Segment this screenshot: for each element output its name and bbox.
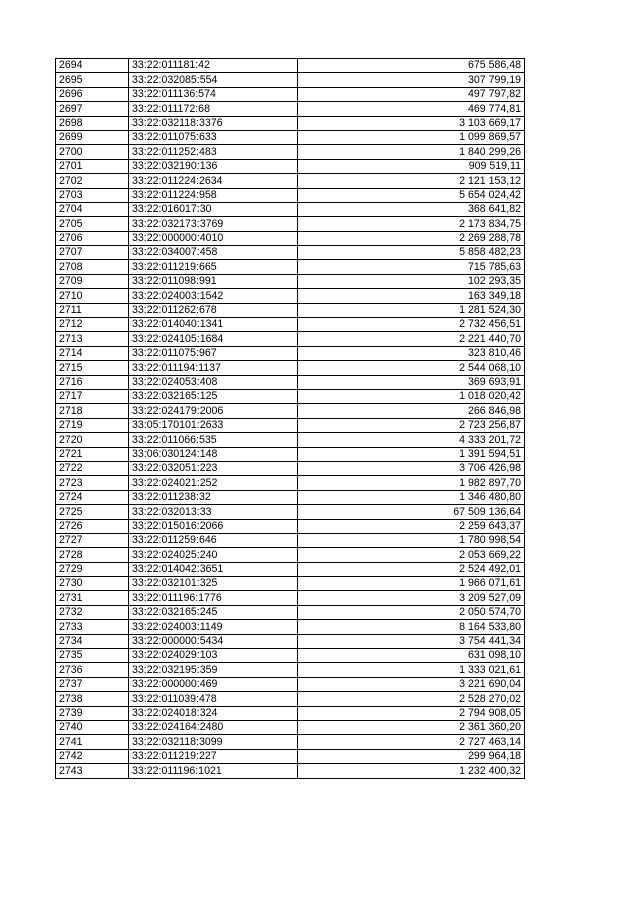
cadastral-value: 1 232 400,32 bbox=[298, 764, 525, 778]
cadastral-value: 2 361 360,20 bbox=[298, 720, 525, 734]
cadastral-value: 1 018 020,42 bbox=[298, 389, 525, 403]
cadastral-value: 715 785,63 bbox=[298, 260, 525, 274]
cadastral-number: 33:22:024029:103 bbox=[129, 649, 298, 663]
cadastral-value: 2 053 669,22 bbox=[298, 548, 525, 562]
cadastral-value: 323 810,46 bbox=[298, 346, 525, 360]
row-number: 2730 bbox=[56, 577, 129, 591]
cadastral-number: 33:22:032013:33 bbox=[129, 505, 298, 519]
cadastral-value: 1 391 594,51 bbox=[298, 447, 525, 461]
row-number: 2737 bbox=[56, 677, 129, 691]
cadastral-value: 2 269 288,78 bbox=[298, 231, 525, 245]
row-number: 2738 bbox=[56, 692, 129, 706]
table-row bbox=[56, 87, 525, 101]
cadastral-value: 299 964,18 bbox=[298, 749, 525, 763]
row-number: 2703 bbox=[56, 188, 129, 202]
row-number: 2705 bbox=[56, 217, 129, 231]
cadastral-value: 163 349,18 bbox=[298, 289, 525, 303]
cadastral-number: 33:22:011075:633 bbox=[129, 130, 298, 144]
row-number: 2711 bbox=[56, 303, 129, 317]
cadastral-number: 33:22:014042:3651 bbox=[129, 562, 298, 576]
cadastral-number: 33:22:032190:136 bbox=[129, 159, 298, 173]
table-row bbox=[56, 202, 525, 216]
row-number: 2716 bbox=[56, 375, 129, 389]
table-row bbox=[56, 303, 525, 317]
table-row bbox=[56, 73, 525, 87]
row-number: 2696 bbox=[56, 87, 129, 101]
cadastral-number: 33:22:011259:646 bbox=[129, 533, 298, 547]
table-row bbox=[56, 389, 525, 403]
cadastral-number: 33:22:011075:967 bbox=[129, 346, 298, 360]
row-number: 2724 bbox=[56, 490, 129, 504]
row-number: 2710 bbox=[56, 289, 129, 303]
row-number: 2728 bbox=[56, 548, 129, 562]
row-number: 2714 bbox=[56, 346, 129, 360]
cadastral-number: 33:22:011262:678 bbox=[129, 303, 298, 317]
cadastral-number: 33:22:032165:125 bbox=[129, 389, 298, 403]
cadastral-number: 33:22:024164:2480 bbox=[129, 720, 298, 734]
row-number: 2719 bbox=[56, 418, 129, 432]
table-row bbox=[56, 246, 525, 260]
cadastral-value: 2 050 574,70 bbox=[298, 605, 525, 619]
cadastral-value: 1 346 480,80 bbox=[298, 490, 525, 504]
table-body bbox=[56, 59, 525, 779]
cadastral-number: 33:22:015016:2066 bbox=[129, 519, 298, 533]
cadastral-value: 3 706 426,98 bbox=[298, 461, 525, 475]
row-number: 2736 bbox=[56, 663, 129, 677]
table-row bbox=[56, 620, 525, 634]
table-row bbox=[56, 375, 525, 389]
row-number: 2706 bbox=[56, 231, 129, 245]
cadastral-number: 33:22:024105:1684 bbox=[129, 332, 298, 346]
cadastral-value: 2 544 068,10 bbox=[298, 361, 525, 375]
table-row bbox=[56, 490, 525, 504]
row-number: 2700 bbox=[56, 145, 129, 159]
table-row bbox=[56, 332, 525, 346]
row-number: 2713 bbox=[56, 332, 129, 346]
cadastral-value: 3 103 669,17 bbox=[298, 116, 525, 130]
cadastral-value: 469 774,81 bbox=[298, 102, 525, 116]
row-number: 2720 bbox=[56, 433, 129, 447]
table-row bbox=[56, 231, 525, 245]
cadastral-number: 33:22:011196:1021 bbox=[129, 764, 298, 778]
table-row bbox=[56, 677, 525, 691]
cadastral-value: 4 333 201,72 bbox=[298, 433, 525, 447]
table-row bbox=[56, 476, 525, 490]
table-row bbox=[56, 274, 525, 288]
cadastral-number: 33:22:032051:223 bbox=[129, 461, 298, 475]
table-row bbox=[56, 649, 525, 663]
cadastral-number: 33:22:032165:245 bbox=[129, 605, 298, 619]
row-number: 2698 bbox=[56, 116, 129, 130]
cadastral-value: 2 723 256,87 bbox=[298, 418, 525, 432]
table-row bbox=[56, 764, 525, 778]
table-row bbox=[56, 577, 525, 591]
cadastral-number: 33:22:011172:68 bbox=[129, 102, 298, 116]
table-row bbox=[56, 418, 525, 432]
table-row bbox=[56, 102, 525, 116]
cadastral-number: 33:22:032085:554 bbox=[129, 73, 298, 87]
cadastral-number: 33:22:011224:2634 bbox=[129, 174, 298, 188]
cadastral-value: 1 099 869,57 bbox=[298, 130, 525, 144]
table-row bbox=[56, 749, 525, 763]
row-number: 2743 bbox=[56, 764, 129, 778]
table-row bbox=[56, 361, 525, 375]
cadastral-number: 33:22:032118:3376 bbox=[129, 116, 298, 130]
cadastral-value: 102 293,35 bbox=[298, 274, 525, 288]
table-row bbox=[56, 145, 525, 159]
cadastral-number: 33:22:000000:469 bbox=[129, 677, 298, 691]
cadastral-number: 33:22:000000:4010 bbox=[129, 231, 298, 245]
row-number: 2725 bbox=[56, 505, 129, 519]
cadastral-number: 33:22:011136:574 bbox=[129, 87, 298, 101]
cadastral-value: 909 519,11 bbox=[298, 159, 525, 173]
cadastral-number: 33:22:011224:958 bbox=[129, 188, 298, 202]
cadastral-value: 2 524 492,01 bbox=[298, 562, 525, 576]
cadastral-value: 2 794 908,05 bbox=[298, 706, 525, 720]
row-number: 2702 bbox=[56, 174, 129, 188]
table-row bbox=[56, 548, 525, 562]
cadastral-number: 33:22:024179:2006 bbox=[129, 404, 298, 418]
cadastral-number: 33:22:032101:325 bbox=[129, 577, 298, 591]
cadastral-value: 369 693,91 bbox=[298, 375, 525, 389]
table-row bbox=[56, 59, 525, 73]
row-number: 2723 bbox=[56, 476, 129, 490]
row-number: 2708 bbox=[56, 260, 129, 274]
row-number: 2741 bbox=[56, 735, 129, 749]
cadastral-number: 33:22:011039:478 bbox=[129, 692, 298, 706]
row-number: 2704 bbox=[56, 202, 129, 216]
table-row bbox=[56, 116, 525, 130]
table-row bbox=[56, 706, 525, 720]
cadastral-value: 2 528 270,02 bbox=[298, 692, 525, 706]
cadastral-number: 33:22:014040:1341 bbox=[129, 318, 298, 332]
cadastral-value: 3 754 441,34 bbox=[298, 634, 525, 648]
cadastral-value: 5 654 024,42 bbox=[298, 188, 525, 202]
row-number: 2733 bbox=[56, 620, 129, 634]
row-number: 2717 bbox=[56, 389, 129, 403]
row-number: 2739 bbox=[56, 706, 129, 720]
table-row bbox=[56, 447, 525, 461]
table-row bbox=[56, 720, 525, 734]
cadastral-value: 497 797,82 bbox=[298, 87, 525, 101]
row-number: 2742 bbox=[56, 749, 129, 763]
table-row bbox=[56, 605, 525, 619]
cadastral-value: 266 846,98 bbox=[298, 404, 525, 418]
table-row bbox=[56, 562, 525, 576]
row-number: 2697 bbox=[56, 102, 129, 116]
cadastral-number: 33:22:024025:240 bbox=[129, 548, 298, 562]
table-row bbox=[56, 159, 525, 173]
cadastral-value: 307 799,19 bbox=[298, 73, 525, 87]
table-row bbox=[56, 346, 525, 360]
row-number: 2707 bbox=[56, 246, 129, 260]
table-row bbox=[56, 519, 525, 533]
cadastral-number: 33:22:011219:227 bbox=[129, 749, 298, 763]
cadastral-value: 631 098,10 bbox=[298, 649, 525, 663]
cadastral-number: 33:22:011066:535 bbox=[129, 433, 298, 447]
cadastral-value: 1 982 897,70 bbox=[298, 476, 525, 490]
cadastral-value: 1 780 998,54 bbox=[298, 533, 525, 547]
row-number: 2699 bbox=[56, 130, 129, 144]
cadastral-value: 1 840 299,26 bbox=[298, 145, 525, 159]
row-number: 2701 bbox=[56, 159, 129, 173]
cadastral-value: 2 173 834,75 bbox=[298, 217, 525, 231]
row-number: 2726 bbox=[56, 519, 129, 533]
table-row bbox=[56, 533, 525, 547]
row-number: 2695 bbox=[56, 73, 129, 87]
row-number: 2709 bbox=[56, 274, 129, 288]
table-row bbox=[56, 217, 525, 231]
row-number: 2729 bbox=[56, 562, 129, 576]
table-row bbox=[56, 289, 525, 303]
table-row bbox=[56, 130, 525, 144]
cadastral-number: 33:22:032195:359 bbox=[129, 663, 298, 677]
cadastral-value: 675 586,48 bbox=[298, 59, 525, 73]
table-row bbox=[56, 591, 525, 605]
row-number: 2732 bbox=[56, 605, 129, 619]
cadastral-number: 33:22:011238:32 bbox=[129, 490, 298, 504]
cadastral-number: 33:22:011194:1137 bbox=[129, 361, 298, 375]
table-row bbox=[56, 735, 525, 749]
cadastral-number: 33:22:034007:458 bbox=[129, 246, 298, 260]
table-row bbox=[56, 404, 525, 418]
row-number: 2740 bbox=[56, 720, 129, 734]
table-row bbox=[56, 634, 525, 648]
cadastral-value: 368 641,82 bbox=[298, 202, 525, 216]
cadastral-value: 1 966 071,61 bbox=[298, 577, 525, 591]
cadastral-value: 2 121 153,12 bbox=[298, 174, 525, 188]
cadastral-value: 67 509 136,64 bbox=[298, 505, 525, 519]
cadastral-value: 2 221 440,70 bbox=[298, 332, 525, 346]
row-number: 2718 bbox=[56, 404, 129, 418]
cadastral-number: 33:22:024003:1542 bbox=[129, 289, 298, 303]
cadastral-number: 33:22:011196:1776 bbox=[129, 591, 298, 605]
row-number: 2712 bbox=[56, 318, 129, 332]
cadastral-value: 2 727 463,14 bbox=[298, 735, 525, 749]
cadastral-number: 33:06:030124:148 bbox=[129, 447, 298, 461]
row-number: 2715 bbox=[56, 361, 129, 375]
table-row bbox=[56, 692, 525, 706]
cadastral-number: 33:22:016017:30 bbox=[129, 202, 298, 216]
row-number: 2721 bbox=[56, 447, 129, 461]
cadastral-number: 33:22:024003:1149 bbox=[129, 620, 298, 634]
cadastral-value-table bbox=[55, 58, 525, 779]
cadastral-value: 1 333 021,61 bbox=[298, 663, 525, 677]
table-row bbox=[56, 663, 525, 677]
row-number: 2735 bbox=[56, 649, 129, 663]
row-number: 2722 bbox=[56, 461, 129, 475]
cadastral-value: 2 732 456,51 bbox=[298, 318, 525, 332]
cadastral-number: 33:22:024018:324 bbox=[129, 706, 298, 720]
cadastral-number: 33:22:000000:5434 bbox=[129, 634, 298, 648]
cadastral-value: 3 221 690,04 bbox=[298, 677, 525, 691]
cadastral-value: 8 164 533,80 bbox=[298, 620, 525, 634]
table-row bbox=[56, 433, 525, 447]
cadastral-value: 2 259 643,37 bbox=[298, 519, 525, 533]
cadastral-number: 33:05:170101:2633 bbox=[129, 418, 298, 432]
cadastral-number: 33:22:011098:991 bbox=[129, 274, 298, 288]
cadastral-value: 5 858 482,23 bbox=[298, 246, 525, 260]
cadastral-value: 1 281 524,30 bbox=[298, 303, 525, 317]
table-row bbox=[56, 188, 525, 202]
table-row bbox=[56, 174, 525, 188]
cadastral-number: 33:22:032173:3769 bbox=[129, 217, 298, 231]
table-row bbox=[56, 318, 525, 332]
cadastral-number: 33:22:024053:408 bbox=[129, 375, 298, 389]
cadastral-number: 33:22:024021:252 bbox=[129, 476, 298, 490]
table-row bbox=[56, 505, 525, 519]
cadastral-number: 33:22:011181:42 bbox=[129, 59, 298, 73]
row-number: 2734 bbox=[56, 634, 129, 648]
table-row bbox=[56, 260, 525, 274]
cadastral-number: 33:22:011219:665 bbox=[129, 260, 298, 274]
row-number: 2694 bbox=[56, 59, 129, 73]
cadastral-number: 33:22:011252:483 bbox=[129, 145, 298, 159]
cadastral-number: 33:22:032118:3099 bbox=[129, 735, 298, 749]
row-number: 2727 bbox=[56, 533, 129, 547]
row-number: 2731 bbox=[56, 591, 129, 605]
table-row bbox=[56, 461, 525, 475]
cadastral-value: 3 209 527,09 bbox=[298, 591, 525, 605]
